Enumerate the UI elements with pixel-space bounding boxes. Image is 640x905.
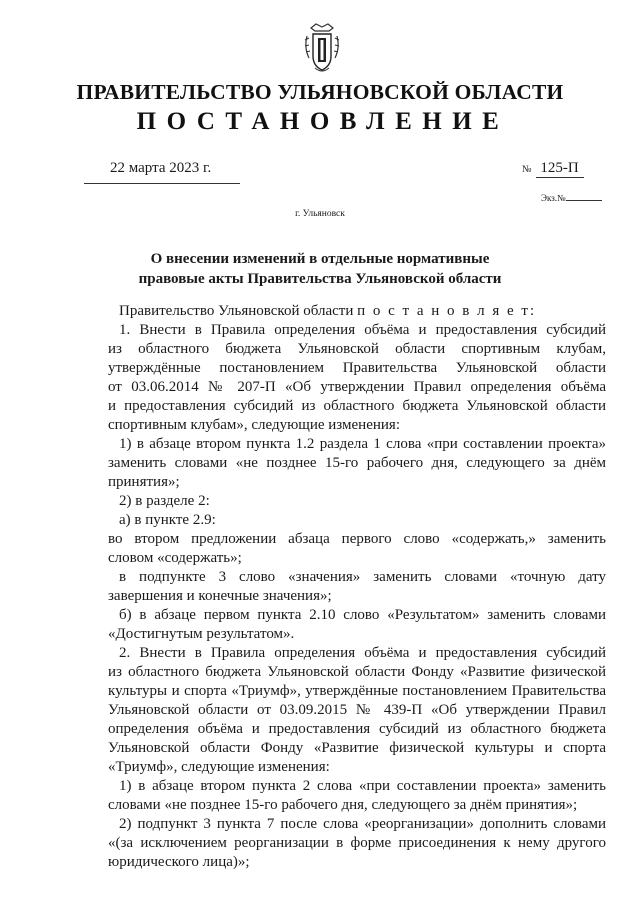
document-type: ПОСТАНОВЛЕНИЕ	[136, 108, 510, 135]
text-line: 1) в абзаце втором пункта 1.2 раздела 1 слова «при составлении проекта»	[119, 436, 606, 452]
text-line: б) в абзаце первом пункта 2.10 слово «Результатом» заменить словами	[119, 607, 606, 623]
text-line: Ульяновской области Фонду «Развитие физической культуры и спорта	[108, 740, 606, 756]
text-line: «(за исключением реорганизации в форме присоединения к нему другого	[108, 835, 606, 851]
date-underline	[84, 183, 240, 184]
text-line: и предоставления субсидий из областного бюджета Ульяновской области	[108, 398, 606, 414]
organization-name: ПРАВИТЕЛЬСТВО УЛЬЯНОВСКОЙ ОБЛАСТИ	[76, 80, 564, 104]
intro-line	[108, 302, 606, 321]
copy-label: Экз.№	[541, 193, 566, 203]
title-line: правовые акты Правительства Ульяновской области	[138, 271, 502, 287]
text-line: принятия»;	[108, 474, 180, 490]
text-line: из областного бюджета Ульяновской области спортивным клубам,	[108, 341, 606, 357]
text-line: из областного бюджета Ульяновской области Фонду «Развитие физической	[108, 664, 606, 680]
document-number	[522, 160, 584, 178]
text-line: определения объёма и предоставления субсидий из областного бюджета	[108, 721, 606, 737]
text-line: завершения и конечные значения»;	[108, 588, 332, 604]
text-line: словами «не позднее 15-го рабочего дня, следующего за днём принятия»;	[108, 797, 578, 813]
text-line: в подпункте 3 слово «значения» заменить словами «точную дату	[119, 569, 606, 585]
text-line: спортивным клубам», следующие изменения:	[108, 417, 400, 433]
text-line: а) в пункте 2.9:	[119, 512, 216, 528]
text-line: словом «содержать»;	[108, 550, 242, 566]
coat-of-arms-icon	[303, 22, 341, 74]
city: г. Ульяновск	[295, 209, 345, 219]
text-line: 2) подпункт 3 пункта 7 после слова «реорганизации» дополнить словами	[119, 816, 606, 832]
document-date: 22 марта 2023 г.	[110, 160, 212, 176]
document-title	[0, 249, 640, 289]
text-line: 1) в абзаце втором пункта 2 слова «при составлении проекта» заменить	[119, 778, 606, 794]
intro-text: Правительство Ульяновской области	[119, 303, 354, 319]
text-line: 1. Внести в Правила определения объёма и предоставления субсидий	[119, 322, 606, 338]
text-line: 2) в разделе 2:	[119, 493, 210, 509]
text-line: от 03.06.2014 № 207-П «Об утверждении Правил определения объёма	[108, 379, 606, 395]
text-line: заменить словами «не позднее 15-го рабочего дня, следующего за днём	[108, 455, 606, 471]
text-line: Ульяновской области от 03.09.2015 № 439-П «Об утверждении Правил	[108, 702, 606, 718]
text-line: 2. Внести в Правила определения объёма и предоставления субсидий	[119, 645, 606, 661]
text-line: во втором предложении абзаца первого слово «содержать,» заменить	[108, 531, 606, 547]
text-line: утверждённые постановлением Правительства Ульяновской области	[108, 360, 606, 376]
number-value: 125-П	[536, 160, 584, 178]
copy-number	[541, 192, 602, 203]
text-line: «Триумф», следующие изменения:	[108, 759, 330, 775]
copy-blank	[566, 192, 602, 201]
number-sign: №	[522, 164, 532, 175]
intro-spaced: п о с т а н о в л я е т:	[357, 303, 537, 319]
text-line: юридического лица)»;	[108, 854, 250, 870]
text-line: культуры и спорта «Триумф», утверждённые постановлением Правительства	[108, 683, 606, 699]
document-body	[108, 302, 606, 872]
title-line: О внесении изменений в отдельные нормативные	[150, 251, 490, 267]
text-line: «Достигнутым результатом».	[108, 626, 295, 642]
